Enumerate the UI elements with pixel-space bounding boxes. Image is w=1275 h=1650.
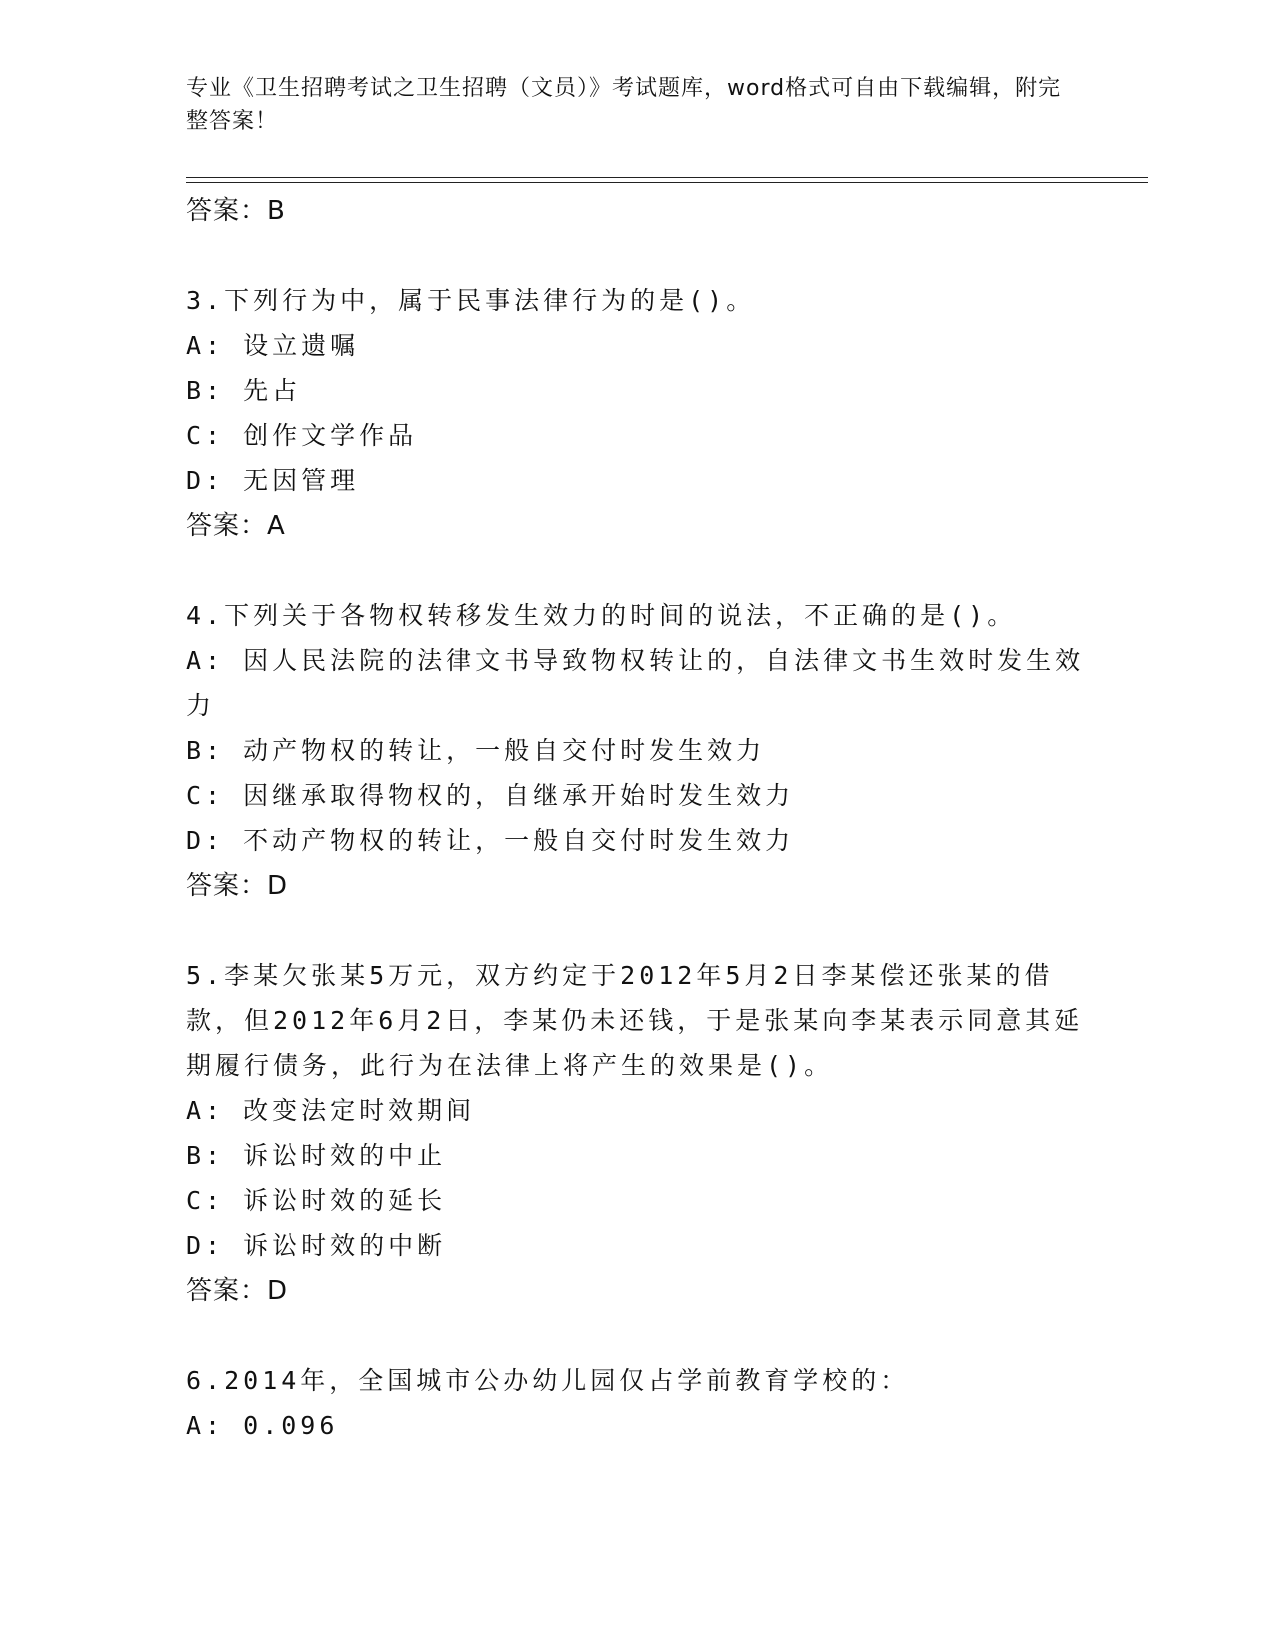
option-a: A: 0.096	[186, 1411, 339, 1440]
option-a: A: 改变法定时效期间	[186, 1096, 476, 1125]
question-5	[186, 953, 1086, 1314]
question-text: 4.下列关于各物权转移发生效力的时间的说法，不正确的是()。	[186, 601, 1017, 630]
option-a: A: 因人民法院的法律文书导致物权转让的，自法律文书生效时发生效力	[186, 646, 1085, 720]
option-a: A: 设立遗嘱	[186, 331, 360, 360]
option-c: C: 创作文学作品	[186, 421, 418, 450]
option-d: D: 诉讼时效的中断	[186, 1231, 447, 1260]
option-b: B: 诉讼时效的中止	[186, 1141, 447, 1170]
header-rule-bottom	[186, 182, 1148, 183]
spacer	[186, 234, 1086, 278]
question-4	[186, 593, 1086, 909]
document-body	[186, 188, 1086, 1448]
option-d: D: 无因管理	[186, 466, 360, 495]
option-b: B: 动产物权的转让，一般自交付时发生效力	[186, 736, 766, 765]
answer-q5: 答案：D	[186, 1276, 289, 1306]
spacer	[186, 549, 1086, 593]
question-3	[186, 278, 1086, 549]
answer-q2: 答案：B	[186, 196, 286, 226]
answer-q4: 答案：D	[186, 871, 289, 901]
question-text: 5.李某欠张某5万元，双方约定于2012年5月2日李某偿还张某的借款，但2012年6月2日，李某仍未还钱，于是张某向李某表示同意其延期履行债务，此行为在法律上将产生的效果是()。	[186, 961, 1084, 1080]
option-c: C: 因继承取得物权的，自继承开始时发生效力	[186, 781, 795, 810]
option-c: C: 诉讼时效的延长	[186, 1186, 447, 1215]
document-header: 专业《卫生招聘考试之卫生招聘（文员）》考试题库，word格式可自由下载编辑，附完整答案！	[186, 76, 1062, 134]
spacer	[186, 909, 1086, 953]
option-d: D: 不动产物权的转让，一般自交付时发生效力	[186, 826, 795, 855]
question-text: 3.下列行为中，属于民事法律行为的是()。	[186, 286, 756, 315]
answer-q3: 答案：A	[186, 511, 286, 541]
spacer	[186, 1314, 1086, 1358]
question-6	[186, 1358, 1086, 1448]
header-rule-top	[186, 177, 1148, 178]
option-b: B: 先占	[186, 376, 302, 405]
question-text: 6.2014年，全国城市公办幼儿园仅占学前教育学校的：	[186, 1366, 910, 1395]
